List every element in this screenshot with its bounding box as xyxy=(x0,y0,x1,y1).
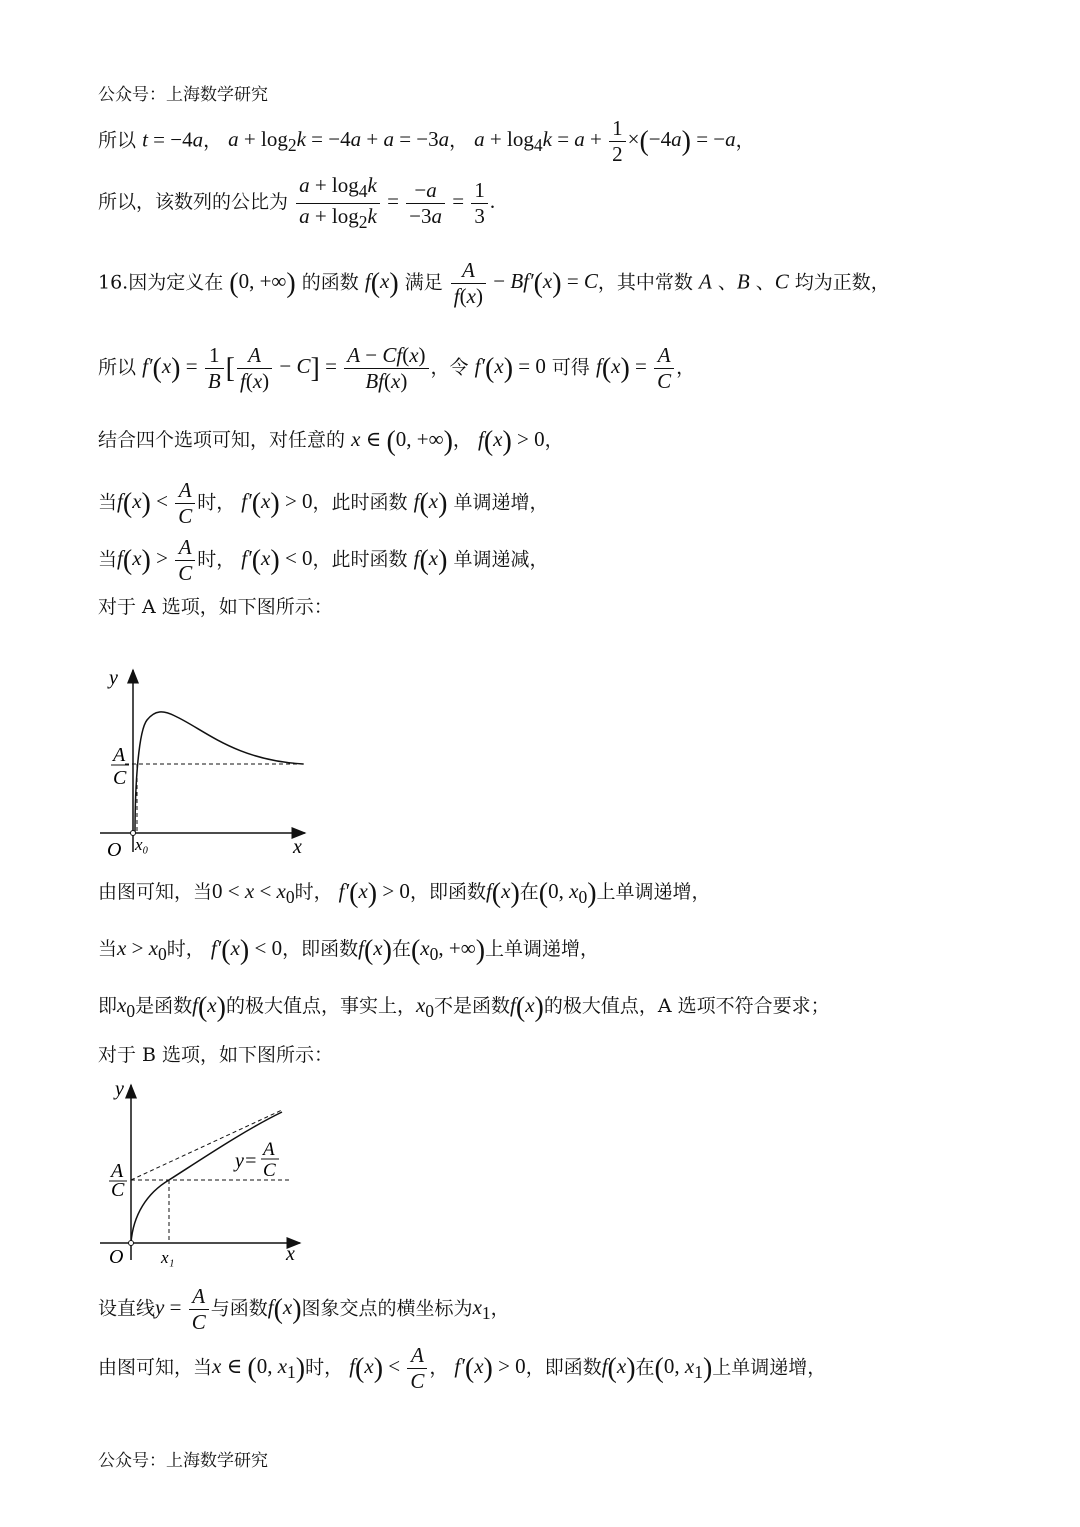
line-10: 当$x > x_0$时， f′(x) < 0，即函数f(x)在($x_0$, +∞)上单调递增， xyxy=(98,935,600,966)
text: ，令 xyxy=(430,356,469,379)
a-label: A xyxy=(111,1160,124,1182)
text: 所以 xyxy=(98,356,137,379)
line-5: 结合四个选项可知，对任意的 x ∈ (0, +∞)， f(x) > 0， xyxy=(98,426,564,457)
figure-b xyxy=(95,1075,325,1270)
text: 的极大值点，事实上， xyxy=(225,995,416,1017)
origin-label: O xyxy=(107,839,122,860)
text: 时， xyxy=(305,1356,344,1379)
text: ，此时函数 xyxy=(312,548,408,571)
line-12: 对于 B 选项，如下图所示： xyxy=(98,1044,334,1066)
line-8: 对于 A 选项，如下图所示： xyxy=(98,596,333,618)
line-11: 即$x_0$是函数f(x)的极大值点，事实上，$x_0$不是函数f(x)的极大值点，A 选项不符合要求； xyxy=(98,992,830,1023)
origin-point xyxy=(129,1241,134,1246)
text: 在 xyxy=(519,881,539,903)
text: ，即函数 xyxy=(282,938,359,960)
text: 由图可知，当 xyxy=(98,1356,213,1379)
x-label: x xyxy=(286,1243,295,1265)
text: ，此时函数 xyxy=(312,491,408,514)
line-4: 所以 f′(x) = $\frac{1}{B}$ [ $\frac{A}{f(x)}$ − C] = $\frac{A - Cf(x)}{Bf(x)}$ ，令 f′(x) = 0 可得 f(x) = $\frac{A}{C}$ ， xyxy=(98,343,696,393)
text: 结合四个选项可知，对任意的 xyxy=(98,429,346,451)
y-label: y xyxy=(109,667,118,689)
text: 时， xyxy=(294,881,333,903)
c-label: C xyxy=(113,767,127,789)
origin-label: O xyxy=(109,1246,124,1268)
line-7: 当f(x) > $\frac{A}{C}$ 时， f′(x) < 0，此时函数 f(x) 单调递减， xyxy=(98,535,549,585)
asymptote-line xyxy=(131,1110,282,1180)
line-label-c: C xyxy=(263,1160,276,1181)
text: 满足 xyxy=(404,271,443,294)
figure-a xyxy=(95,660,325,860)
y-label: y xyxy=(115,1078,124,1100)
text: 单调递增， xyxy=(453,491,549,514)
x-label: x xyxy=(293,836,302,858)
line-14: 由图可知，当x ∈ (0, $x_1$)时， f(x) < $\frac{A}{C}$ ， f′(x) > 0，即函数f(x)在(0, $x_1$)上单调递增， xyxy=(98,1343,827,1393)
a-label: A xyxy=(113,744,126,766)
text: 当 xyxy=(98,548,118,571)
text: ，即函数 xyxy=(409,881,486,903)
text: 单调递减， xyxy=(453,548,549,571)
text: 所以 xyxy=(98,129,137,152)
text: 当 xyxy=(98,938,118,960)
line-3: 16.因为定义在 (0, +∞) 的函数 f(x) 满足 $\frac{A}{f(x)}$ − Bf′(x) = C，其中常数 A 、B 、C 均为正数， xyxy=(98,258,890,308)
text: 与函数 xyxy=(210,1297,268,1320)
text: 不是函数 xyxy=(434,995,511,1017)
curve-f xyxy=(135,712,303,833)
text: 可得 xyxy=(551,356,590,379)
text: 时， xyxy=(197,491,236,514)
text: 均为正数， xyxy=(794,271,890,294)
line-6: 当f(x) < $\frac{A}{C}$ 时， f′(x) > 0，此时函数 f(x) 单调递增， xyxy=(98,478,549,528)
text: 图象交点的横坐标为 xyxy=(301,1297,473,1320)
text: 时， xyxy=(166,938,205,960)
text: 由图可知，当 xyxy=(98,881,213,903)
text: 的函数 xyxy=(301,271,359,294)
line-label-a: A xyxy=(263,1139,275,1160)
text: 在 xyxy=(391,938,411,960)
text: 在 xyxy=(635,1356,655,1379)
footer-watermark: 公众号：上海数学研究 xyxy=(98,1451,268,1471)
text: 的极大值点，A 选项不符合要求； xyxy=(543,995,830,1017)
text: 当 xyxy=(98,491,118,514)
text: 16.因为定义在 xyxy=(98,271,224,294)
text: ，其中常数 xyxy=(597,271,693,294)
text: 时， xyxy=(197,548,236,571)
line-13: 设直线y = $\frac{A}{C}$ 与函数f(x)图象交点的横坐标为$x_1$， xyxy=(98,1284,510,1334)
text: 是函数 xyxy=(135,995,193,1017)
c-label: C xyxy=(111,1179,125,1201)
curve-f xyxy=(131,1112,282,1243)
text: 所以，该数列的公比为 xyxy=(98,191,289,213)
text: ，即函数 xyxy=(525,1356,602,1379)
line-1: 所以 t = −4a， $a + \log_2k = -4a + a = -3a$， $a + \log_4k = a$ + $\frac{1}{2}$ ×(−4a) = −a， xyxy=(98,116,755,166)
text: 即 xyxy=(98,995,118,1017)
line-9: 由图可知，当$0 < x < x_0$时， f′(x) > 0，即函数f(x)在(0, $x_0$)上单调递增， xyxy=(98,878,711,909)
text: 上单调递增， xyxy=(485,938,600,960)
x1-label: x₁ xyxy=(161,1248,175,1267)
line-2: 所以，该数列的公比为 $\frac{a + \log_4k}{a + \log_2k}$ = $\frac{-a}{-3a}$ = $\frac{1}{3}$ . xyxy=(98,173,496,232)
line-label-y: y= xyxy=(235,1150,258,1172)
text: 上单调递增， xyxy=(712,1356,827,1379)
text: 设直线 xyxy=(98,1297,156,1320)
x0-label: x₀ xyxy=(135,835,149,854)
header-watermark: 公众号：上海数学研究 xyxy=(98,85,268,105)
text: 上单调递增， xyxy=(596,881,711,903)
